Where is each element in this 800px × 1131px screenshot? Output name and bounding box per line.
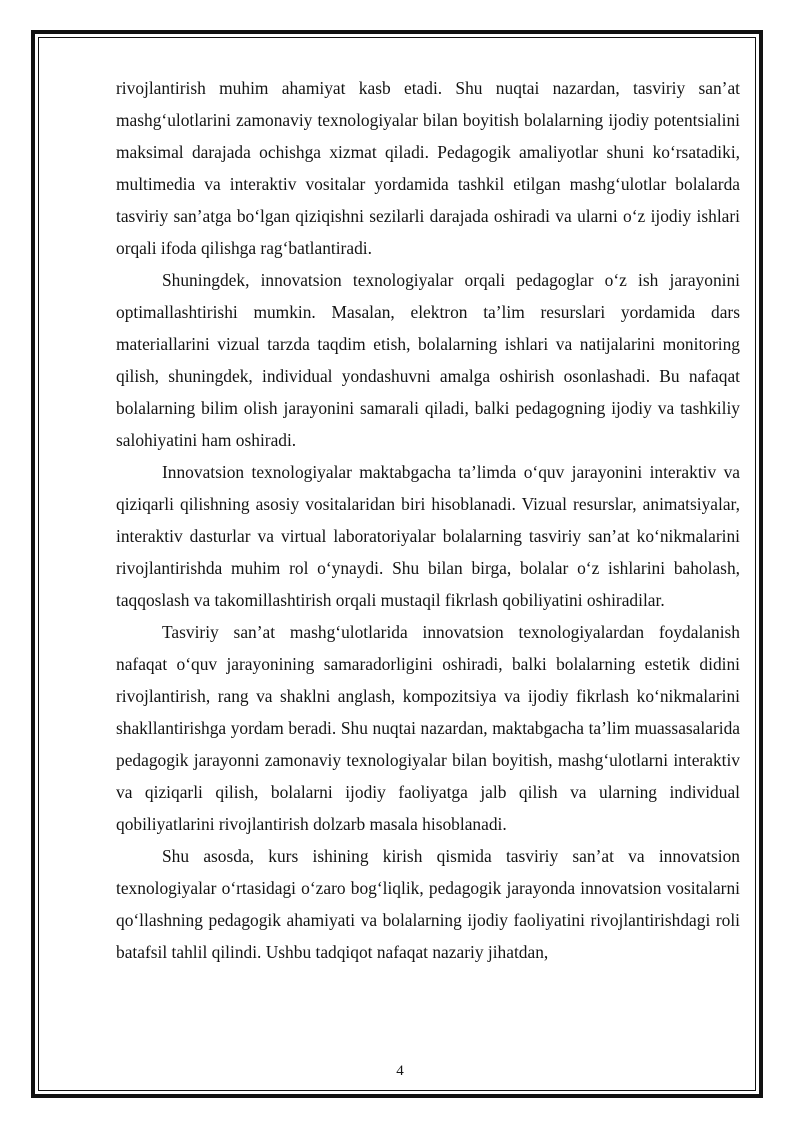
document-body — [116, 72, 740, 968]
page-number: 4 — [396, 1063, 404, 1079]
paragraph-innovation-optimization: Shuningdek, innovatsion texnologiyalar orqali pedagoglar o‘z ish jarayonini optimallashtirishi mumkin. Masalan, elektron ta’lim resurslari yordamida dars materiallarini vizual tarzda taqdim etish, bolalarning ishlari va natijalarini monitoring qilish, shuningdek, individual yondashuvni amalga oshirish osonlashadi. Bu nafaqat bolalarning bilim olish jarayonini samarali qiladi, balki pedagogning ijodiy va tashkiliy salohiyatini ham oshiradi. — [116, 270, 740, 450]
paragraph-course-intro: Shu asosda, kurs ishining kirish qismida tasviriy san’at va innovatsion texnologiyalar o‘rtasidagi o‘zaro bog‘liqlik, pedagogik jarayonda innovatsion vositalarni qo‘llashning pedagogik ahamiyati va bolalarning ijodiy faoliyatini rivojlantirishdagi roli batafsil tahlil qilindi. Ushbu tadqiqot nafaqat nazariy jihatdan, — [116, 846, 740, 962]
paragraph-art-lessons: Tasviriy san’at mashg‘ulotlarida innovatsion texnologiyalardan foydalanish nafaqat o‘quv jarayonining samaradorligini oshiradi, balki bolalarning estetik didini rivojlantirish, rang va shaklni anglash, kompozitsiya va ijodiy fikrlash ko‘nikmalarini shakllantirishga yordam beradi. Shu nuqtai nazardan, maktabgacha ta’lim muassasalarida pedagogik jarayonni zamonaviy texnologiyalar bilan boyitish, mashg‘ulotlarni interaktiv va qiziqarli qilish, bolalarni ijodiy faoliyatga jalb qilish va ularning individual qobiliyatlarini rivojlantirish dolzarb masala hisoblanadi. — [116, 622, 740, 834]
paragraph-continuation: rivojlantirish muhim ahamiyat kasb etadi. Shu nuqtai nazardan, tasviriy san’at mashg‘ulotlarini zamonaviy texnologiyalar bilan boyitish bolalarning ijodiy potentsialini maksimal darajada ochishga xizmat qiladi. Pedagogik amaliyotlar shuni ko‘rsatadiki, multimedia va interaktiv vositalar yordamida tashkil etilgan mashg‘ulotlar bolalarda tasviriy san’atga bo‘lgan qiziqishni sezilarli darajada oshiradi va ularni o‘z ijodiy ishlari orqali ifoda qilishga rag‘batlantiradi. — [116, 78, 740, 258]
paragraph-interactive-learning: Innovatsion texnologiyalar maktabgacha ta’limda o‘quv jarayonini interaktiv va qiziqarli qilishning asosiy vositalaridan biri hisoblanadi. Vizual resurslar, animatsiyalar, interaktiv dasturlar va virtual laboratoriyalar bolalarning tasviriy san’at ko‘nikmalarini rivojlantirishda muhim rol o‘ynaydi. Shu bilan birga, bolalar o‘z ishlarini baholash, taqqoslash va takomillashtirish orqali mustaqil fikrlash qobiliyatini oshiradilar. — [116, 462, 740, 610]
